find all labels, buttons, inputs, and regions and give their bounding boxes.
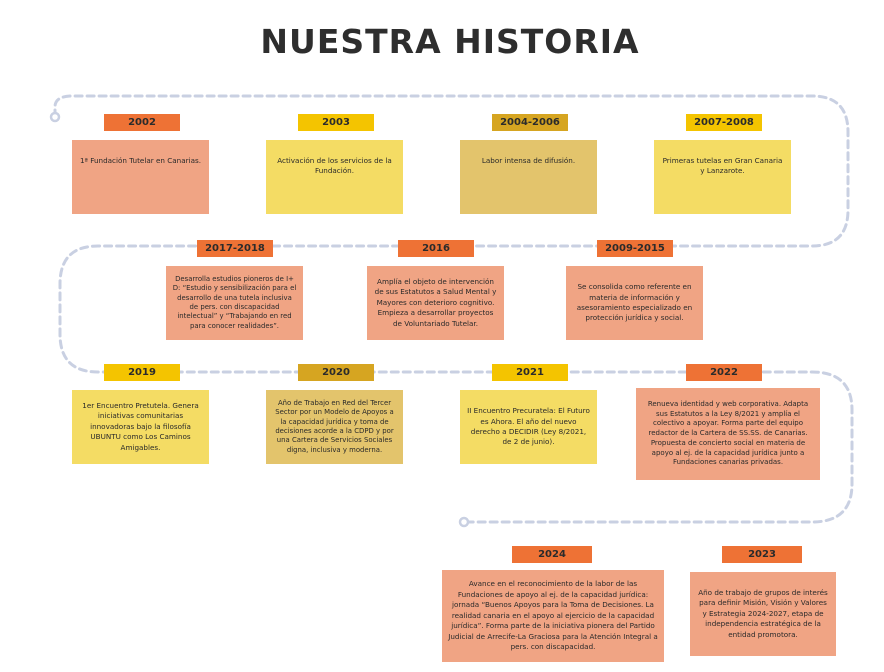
year-banner-2024: 2024 bbox=[512, 546, 592, 563]
year-banner-2022: 2022 bbox=[686, 364, 762, 381]
milestone-card-2016: Amplía el objeto de intervención de sus Estatutos a Salud Mental y Mayores con deterioro cognitivo. Empieza a desarrollar proyectos de Voluntariado Tutelar. bbox=[367, 266, 504, 340]
milestone-card-2009-2015: Se consolida como referente en materia de información y asesoramiento especializado en protección jurídica y social. bbox=[566, 266, 703, 340]
milestone-card-2004-2006: Labor intensa de difusión. bbox=[460, 140, 597, 214]
year-banner-2019: 2019 bbox=[104, 364, 180, 381]
year-banner-2007-2008: 2007-2008 bbox=[686, 114, 762, 131]
milestone-card-2017-2018: Desarrolla estudios pioneros de I+ D: “Estudio y sensibilización para el desarrollo de una tutela inclusiva de pers. con discapacidad intelectual” y “Trabajando en red para conocer realidades”. bbox=[166, 266, 303, 340]
page-title: NUESTRA HISTORIA bbox=[260, 22, 640, 61]
milestone-card-2007-2008: Primeras tutelas en Gran Canaria y Lanzarote. bbox=[654, 140, 791, 214]
year-banner-2004-2006: 2004-2006 bbox=[492, 114, 568, 131]
year-banner-2020: 2020 bbox=[298, 364, 374, 381]
milestone-card-2002: 1ª Fundación Tutelar en Canarias. bbox=[72, 140, 209, 214]
milestone-card-2023: Año de trabajo de grupos de interés para definir Misión, Visión y Valores y Estrategia 2024-2027, etapa de independencia estratégica de la entidad promotora. bbox=[690, 572, 836, 656]
milestone-card-2020: Año de Trabajo en Red del Tercer Sector por un Modelo de Apoyos a la capacidad jurídica y toma de decisiones acorde a la CDPD y por una Cartera de Servicios Sociales digna, inclusiva y moderna. bbox=[266, 390, 403, 464]
path-end-dot bbox=[460, 518, 468, 526]
year-banner-2021: 2021 bbox=[492, 364, 568, 381]
milestone-card-2021: II Encuentro Precuratela: El Futuro es Ahora. El año del nuevo derecho a DECIDIR (Ley 8/2021, de 2 de junio). bbox=[460, 390, 597, 464]
year-banner-2009-2015: 2009-2015 bbox=[597, 240, 673, 257]
path-start-dot bbox=[51, 113, 59, 121]
year-banner-2016: 2016 bbox=[398, 240, 474, 257]
year-banner-2023: 2023 bbox=[722, 546, 802, 563]
milestone-card-2024: Avance en el reconocimiento de la labor de las Fundaciones de apoyo al ej. de la capacidad jurídica: jornada “Buenos Apoyos para la Toma de Decisiones. La realidad canaria en el apoyo al ejercicio de la capacidad jurídica”. Forma parte de la iniciativa pionera del Partido Judicial de Arrecife-La Graciosa para la Atención Integral a pers. con discapacidad. bbox=[442, 570, 664, 662]
milestone-card-2022: Renueva identidad y web corporativa. Adapta sus Estatutos a la Ley 8/2021 y amplía el colectivo a apoyar. Forma parte del equipo redactor de la Cartera de SS.SS. de Canarias. Propuesta de concierto social en materia de apoyo al ej. de la capacidad jurídica junto a Fundaciones canarias privadas. bbox=[636, 388, 820, 480]
milestone-card-2003: Activación de los servicios de la Fundación. bbox=[266, 140, 403, 214]
year-banner-2017-2018: 2017-2018 bbox=[197, 240, 273, 257]
milestone-card-2019: 1er Encuentro Pretutela. Genera iniciativas comunitarias innovadoras bajo la filosofía UBUNTU como Los Caminos Amigables. bbox=[72, 390, 209, 464]
year-banner-2002: 2002 bbox=[104, 114, 180, 131]
year-banner-2003: 2003 bbox=[298, 114, 374, 131]
